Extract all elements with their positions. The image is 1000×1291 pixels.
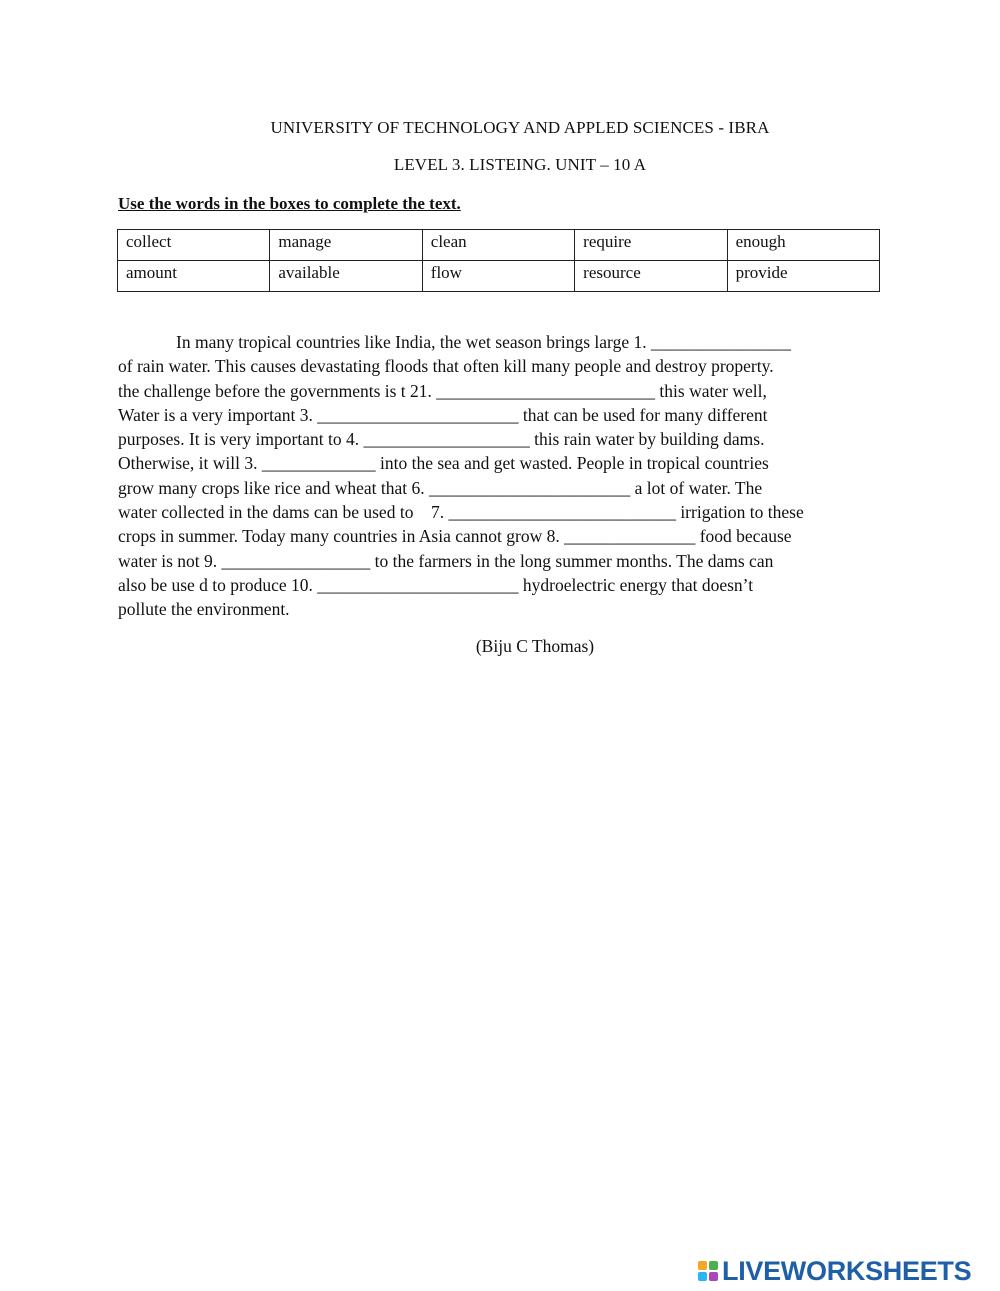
- passage-line: water is not 9. _________________ to the farmers in the long summer months. The dams can: [118, 550, 774, 571]
- passage-line: In many tropical countries like India, the wet season brings large 1. ________________: [176, 332, 791, 352]
- word-box-table: [117, 229, 880, 292]
- passage-line: crops in summer. Today many countries in Asia cannot grow 8. _______________ food because: [118, 526, 792, 547]
- liveworksheets-logo-icon: [698, 1261, 718, 1281]
- passage-line: also be use d to produce 10. _______________________ hydroelectric energy that doesn’t: [118, 574, 754, 595]
- word-box-row: [118, 261, 880, 292]
- word-cell: enough: [727, 230, 879, 261]
- word-cell: manage: [270, 230, 422, 261]
- passage-line: pollute the environment.: [118, 599, 290, 620]
- unit-title: LEVEL 3. LISTEING. UNIT – 10 A: [393, 155, 647, 174]
- brand-name: LIVEWORKSHEETS: [722, 1255, 972, 1286]
- word-box-row: [118, 230, 880, 261]
- university-title: UNIVERSITY OF TECHNOLOGY AND APPLED SCIENCES - IBRA: [270, 118, 770, 137]
- word-cell: resource: [575, 261, 727, 292]
- author-credit: (Biju C Thomas): [475, 636, 595, 656]
- logo-block: [709, 1272, 718, 1281]
- passage-line: of rain water. This causes devastating floods that often kill many people and destroy property.: [118, 356, 774, 377]
- passage-line: purposes. It is very important to 4. ___________________ this rain water by building dams.: [118, 429, 765, 450]
- word-cell: clean: [422, 230, 574, 261]
- passage-line: water collected in the dams can be used to 7. __________________________ irrigation to these: [118, 502, 804, 523]
- word-cell: provide: [727, 261, 879, 292]
- word-cell: flow: [422, 261, 574, 292]
- passage-line: Otherwise, it will 3. _____________ into the sea and get wasted. People in tropical countries: [118, 453, 769, 474]
- passage-line: the challenge before the governments is t 21. _________________________ this water well,: [118, 380, 767, 401]
- word-cell: require: [575, 230, 727, 261]
- logo-block: [709, 1261, 718, 1270]
- passage-line: grow many crops like rice and wheat that 6. _______________________ a lot of water. The: [118, 477, 763, 498]
- passage-line: Water is a very important 3. _______________________ that can be used for many different: [118, 404, 768, 425]
- instruction-text: Use the words in the boxes to complete the text.: [118, 194, 461, 213]
- passage-text: [118, 330, 893, 622]
- word-cell: collect: [118, 230, 270, 261]
- logo-block: [698, 1272, 707, 1281]
- liveworksheets-brand: [698, 1256, 971, 1286]
- word-cell: available: [270, 261, 422, 292]
- word-cell: amount: [118, 261, 270, 292]
- logo-block: [698, 1261, 707, 1270]
